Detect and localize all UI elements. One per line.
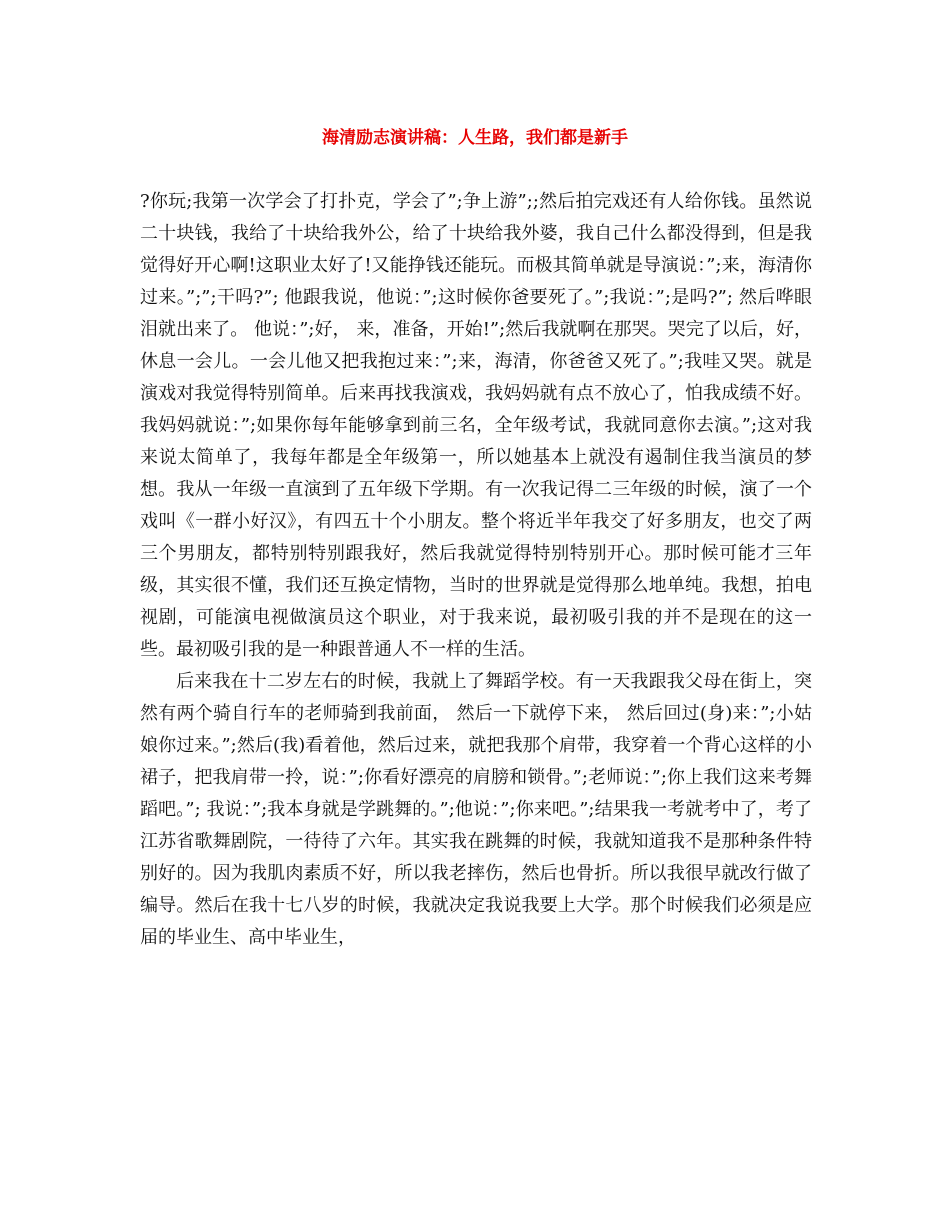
document-title: 海清励志演讲稿：人生路，我们都是新手 bbox=[322, 128, 628, 148]
paragraph-2: 后来我在十二岁左右的时候，我就上了舞蹈学校。有一天我跟我父母在街上，突然有两个骑自行车的老师骑到我前面， 然后一下就停下来， 然后回过(身)来：”;小姑娘你过来。”;然后(我)看着他，然后过来，就把我那个肩带，我穿着一个背心这样的小裙子，把我肩带一拎，说：”;你看好漂亮的肩膀和锁骨。”;老师说：”;你上我们这来考舞蹈吧。”; 我说：”;我本身就是学跳舞的。”;他说：”;你来吧。”;结果我一考就考中了，考了江苏省歌舞剧院，一待待了六年。其实我在跳舞的时候，我就知道我不是那种条件特别好的。因为我肌肉素质不好，所以我老摔伤，然后也骨折。所以我很早就改行做了编导。然后在我十七八岁的时候，我就决定我说我要上大学。那个时候我们必须是应届的毕业生、高中毕业生， bbox=[140, 671, 812, 948]
paragraph-1: ?你玩;我第一次学会了打扑克，学会了”;争上游”;;然后拍完戏还有人给你钱。虽然说二十块钱，我给了十块给我外公，给了十块给我外婆，我自己什么都没得到，但是我觉得好开心啊!这职业太好了!又能挣钱还能玩。而极其简单就是导演说：”;来，海清你过来。”;”;干吗?”; 他跟我说，他说：”;这时候你爸要死了。”;我说：”;是吗?”; 然后哗眼泪就出来了。 他说：”;好， 来，准备，开始!”;然后我就啊在那哭。哭完了以后，好，休息一会儿。一会儿他又把我抱过来：”;来，海清，你爸爸又死了。”;我哇又哭。就是演戏对我觉得特别简单。后来再找我演戏，我妈妈就有点不放心了，怕我成绩不好。 我妈妈就说：”;如果你每年能够拿到前三名，全年级考试，我就同意你去演。”;这对我来说太简单了，我每年都是全年级第一，所以她基本上就没有遏制住我当演员的梦想。我从一年级一直演到了五年级下学期。有一次我记得二三年级的时候，演了一个戏叫《一群小好汉》，有四五十个小朋友。整个将近半年我交了好多朋友，也交了两三个男朋友，都特别特别跟我好，然后我就觉得特别特别开心。那时候可能才三年级，其实很不懂，我们还互换定情物，当时的世界就是觉得那么地单纯。我想，拍电视剧，可能演电视做演员这个职业，对于我来说，最初吸引我的并不是现在的这一些。最初吸引我的是一种跟普通人不一样的生活。 bbox=[140, 191, 812, 660]
document-body bbox=[140, 186, 812, 954]
